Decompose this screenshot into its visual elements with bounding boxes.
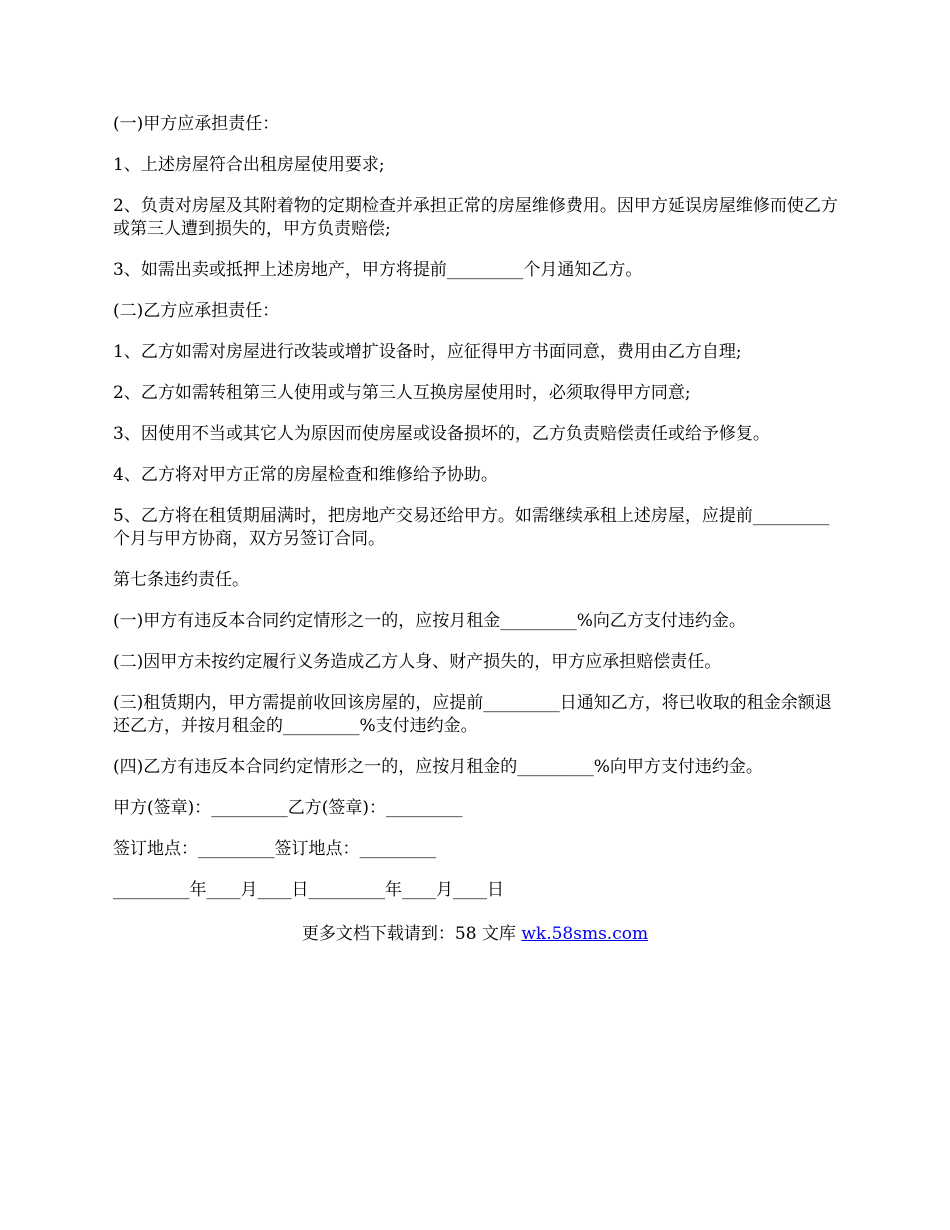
footer-link[interactable]: wk.58sms.com	[521, 924, 649, 944]
page-footer	[0, 923, 950, 946]
clause-b-1: 1、乙方如需对房屋进行改装或增扩设备时，应征得甲方书面同意，费用由乙方自理;	[113, 342, 742, 362]
section-heading-party-a-duties: (一)甲方应承担责任：	[113, 114, 280, 134]
clause-a-3: 3、如需出卖或抵押上述房地产，甲方将提前_________个月通知乙方。	[113, 260, 643, 280]
section-heading-party-b-duties: (二)乙方应承担责任：	[113, 301, 280, 321]
clause-b-3: 3、因使用不当或其它人为原因而使房屋或设备损坏的，乙方负责赔偿责任或给予修复。	[113, 424, 770, 444]
clause-b-2: 2、乙方如需转租第三人使用或与第三人互换房屋使用时，必须取得甲方同意;	[113, 383, 691, 403]
clause-b-5: 5、乙方将在租赁期届满时，把房地产交易还给甲方。如需继续承租上述房屋，应提前_________个月与甲方协商，双方另签订合同。	[113, 506, 830, 549]
breach-clause-4: (四)乙方有违反本合同约定情形之一的，应按月租金的_________%向甲方支付违约金。	[113, 757, 763, 777]
signature-line: 甲方(签章)：_________乙方(签章)：_________	[113, 798, 463, 818]
date-line: _________年____月____日_________年____月____日	[113, 880, 504, 900]
document-body	[113, 113, 843, 920]
breach-clause-2: (二)因甲方未按约定履行义务造成乙方人身、财产损失的，甲方应承担赔偿责任。	[113, 652, 722, 672]
clause-b-4: 4、乙方将对甲方正常的房屋检查和维修给予协助。	[113, 465, 498, 485]
clause-a-1: 1、上述房屋符合出租房屋使用要求;	[113, 155, 385, 175]
breach-clause-3: (三)租赁期内，甲方需提前收回该房屋的，应提前_________日通知乙方，将已收取的租金余额退还乙方，并按月租金的_________%支付违约金。	[113, 693, 832, 736]
article-7-heading: 第七条违约责任。	[113, 570, 249, 590]
footer-text: 更多文档下载请到：58 文库	[301, 924, 522, 944]
breach-clause-1: (一)甲方有违反本合同约定情形之一的，应按月租金_________%向乙方支付违约金。	[113, 611, 746, 631]
clause-a-2: 2、负责对房屋及其附着物的定期检查并承担正常的房屋维修费用。因甲方延误房屋维修而使乙方或第三人遭到损失的，甲方负责赔偿;	[113, 196, 838, 239]
signing-location-line: 签订地点：_________签订地点：_________	[113, 839, 436, 859]
